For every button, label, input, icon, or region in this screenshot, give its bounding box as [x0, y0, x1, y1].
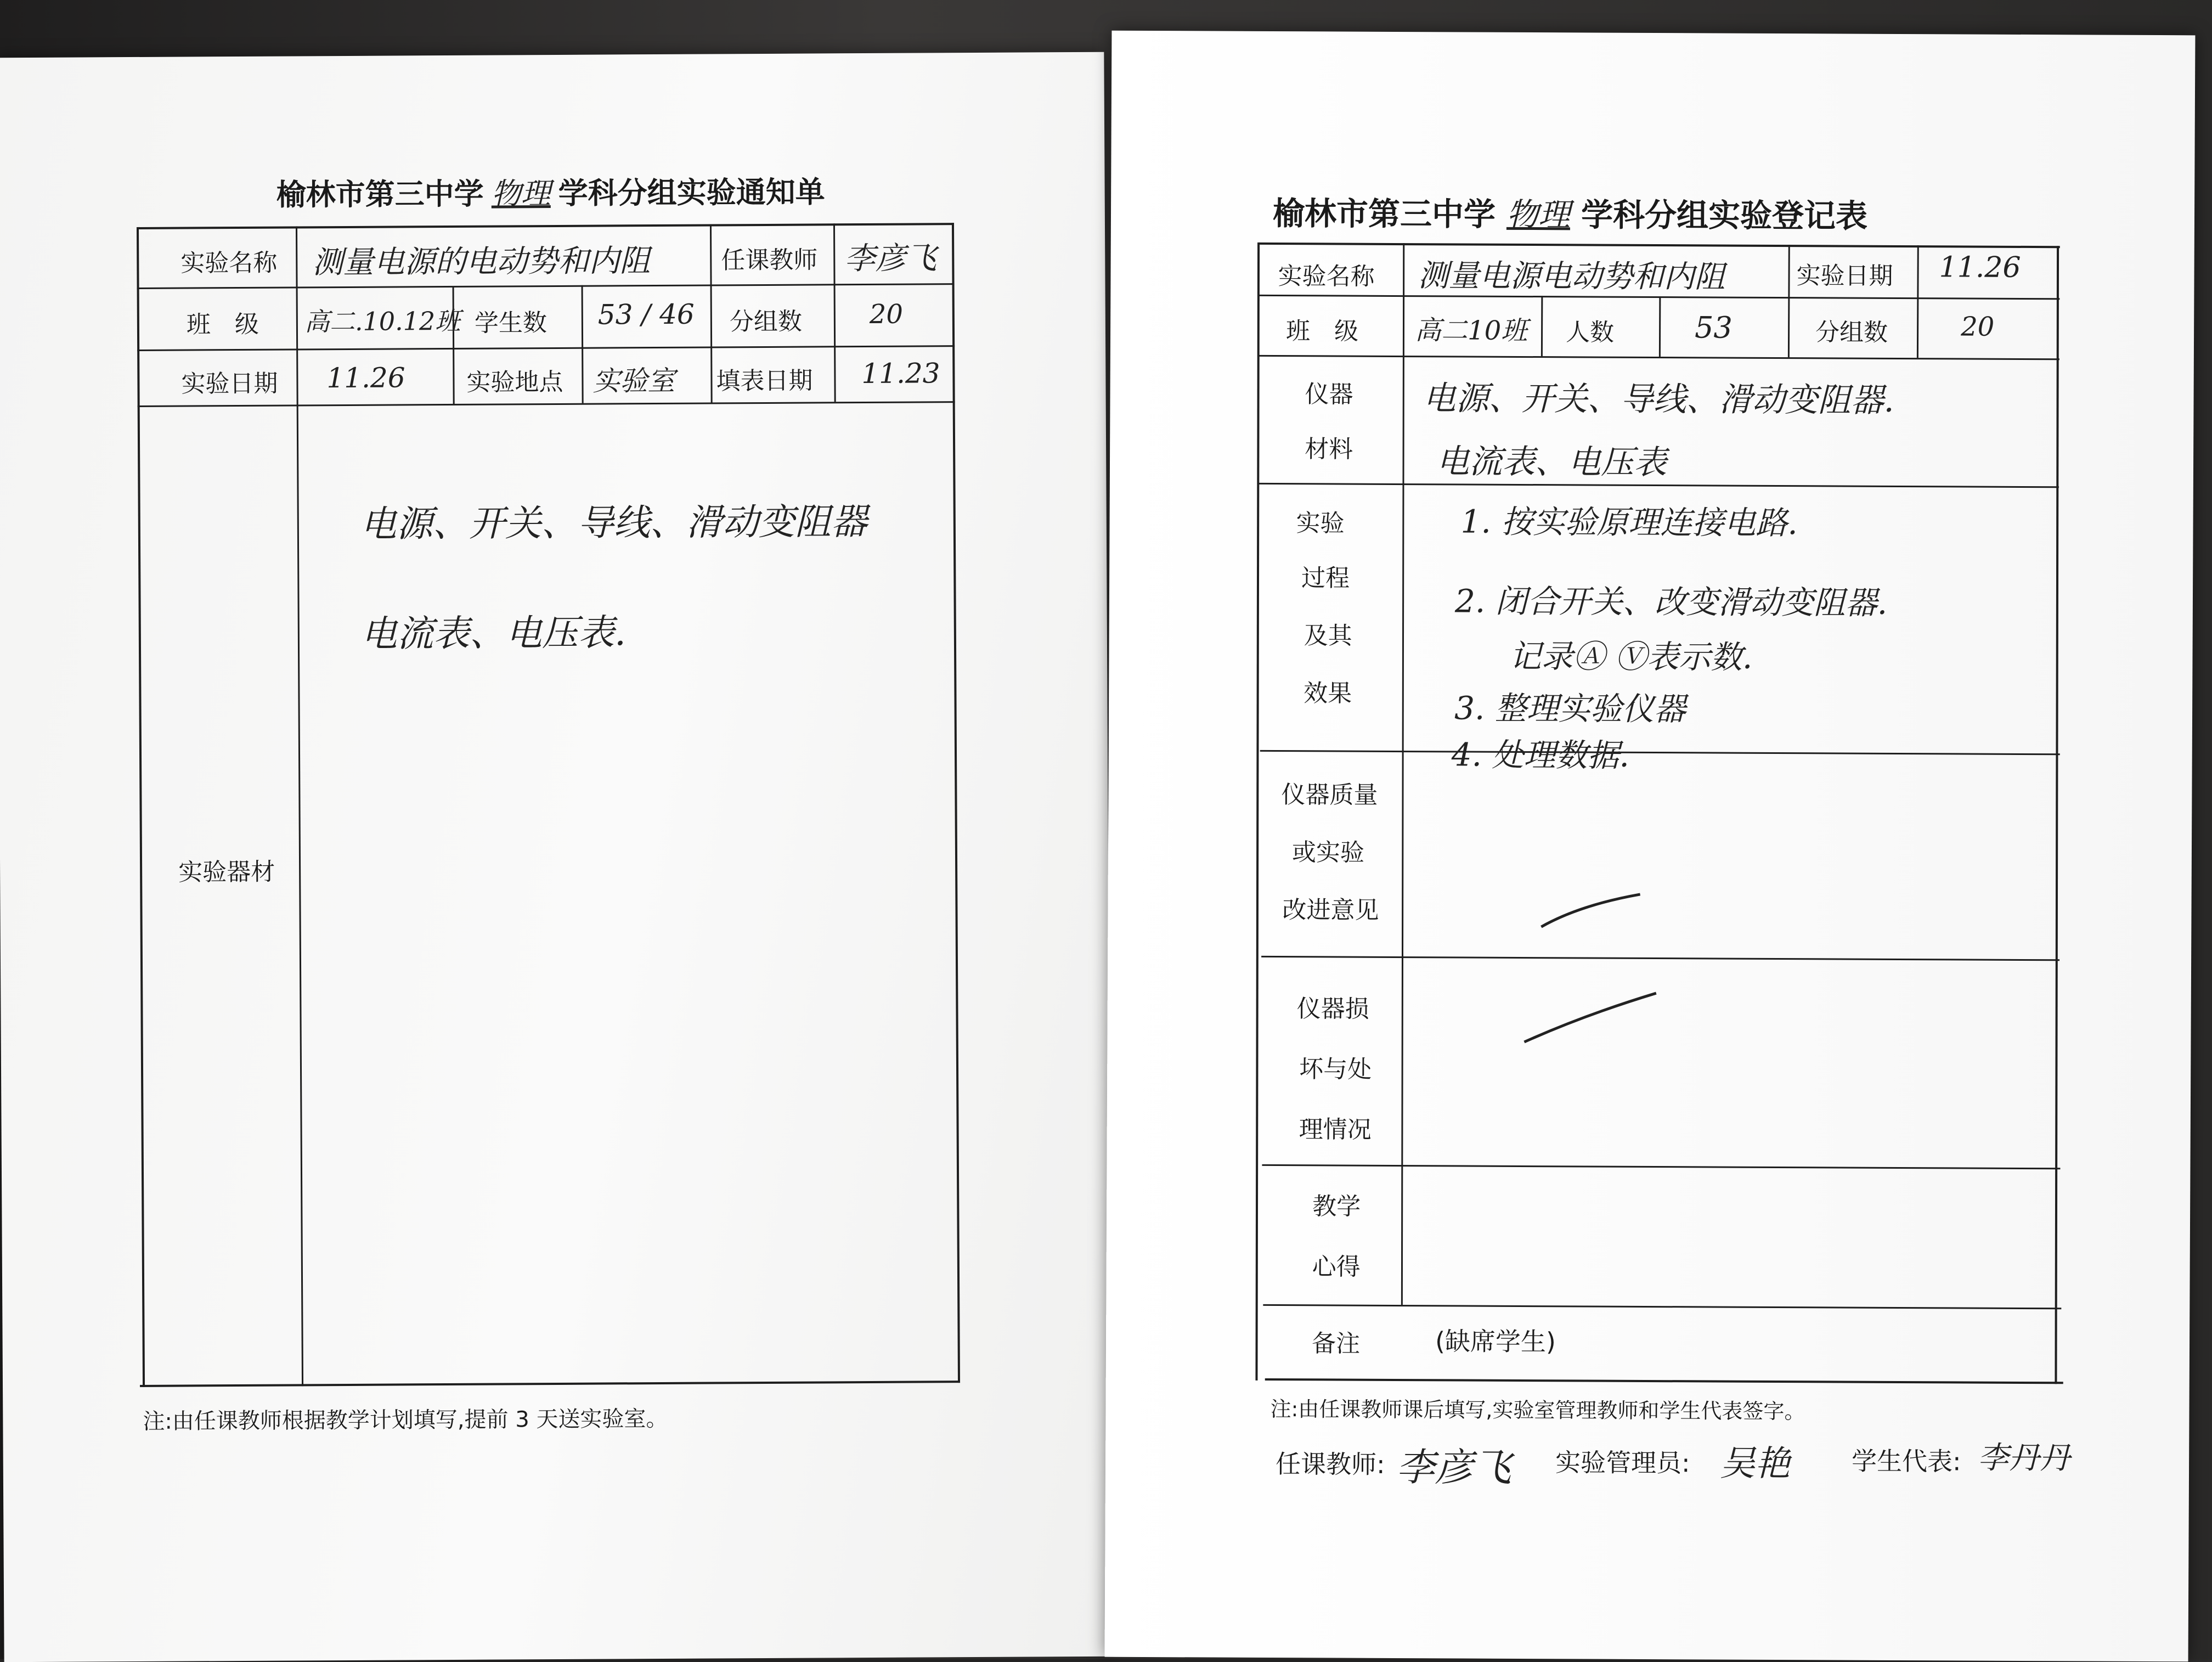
notice-title-subject: 物理: [491, 176, 551, 211]
register-title-subject: 物理: [1506, 195, 1571, 234]
register-label-quality-1: 仪器质量: [1281, 781, 1378, 809]
register-step-2b: 记录Ⓐ Ⓥ表示数.: [1509, 637, 1753, 676]
register-label-materials-1: 仪器: [1305, 380, 1353, 409]
notice-label-students: 学生数: [474, 309, 548, 337]
signature-teacher: 李彦飞: [1396, 1444, 1512, 1490]
register-step-2: 2. 闭合开关、改变滑动变阻器.: [1454, 582, 1888, 622]
register-materials-line2: 电流表、电压表: [1436, 442, 1667, 482]
register-label-damage-3: 理情况: [1299, 1115, 1372, 1144]
notice-title-prefix: 榆林市第三中学: [276, 176, 484, 212]
notice-label-equipment: 实验器材: [178, 858, 275, 887]
register-label-materials-2: 材料: [1305, 435, 1353, 464]
register-materials-line1: 电源、开关、导线、滑动变阻器.: [1423, 379, 1894, 420]
notice-label-place: 实验地点: [466, 368, 563, 397]
register-label-class: 班 级: [1285, 317, 1359, 346]
register-step-4: 4. 处理数据.: [1451, 736, 1630, 774]
register-label-quality-3: 改进意见: [1282, 896, 1379, 925]
register-label-process-1: 实验: [1296, 509, 1345, 538]
notice-title: [276, 168, 825, 213]
signature-admin-label: 实验管理员:: [1555, 1447, 1690, 1478]
register-label-process-2: 过程: [1301, 564, 1350, 593]
register-label-damage-2: 坏与处: [1299, 1055, 1372, 1084]
damage-dash-mark: [1519, 987, 1661, 1048]
register-label-date: 实验日期: [1796, 262, 1893, 290]
register-label-remarks: 备注: [1311, 1329, 1361, 1358]
register-label-damage-1: 仪器损: [1296, 995, 1369, 1023]
notice-label-class: 班 级: [186, 310, 259, 339]
register-value-class: 高二10班: [1414, 315, 1528, 347]
notice-title-suffix: 学科分组实验通知单: [558, 174, 825, 211]
signature-student: 李丹丹: [1977, 1440, 2070, 1477]
register-value-name: 测量电源电动势和内阻: [1418, 258, 1725, 295]
register-value-remarks: (缺席学生): [1435, 1326, 1556, 1357]
register-label-process-3: 及其: [1304, 622, 1352, 650]
register-title-prefix: 榆林市第三中学: [1272, 194, 1496, 233]
notice-value-students: 53 / 46: [597, 298, 695, 331]
register-label-groups: 分组数: [1815, 318, 1888, 347]
notice-label-teacher: 任课教师: [721, 246, 818, 275]
register-step-1: 1. 按实验原理连接电路.: [1460, 503, 1798, 542]
notice-label-fill-date: 填表日期: [716, 367, 813, 396]
register-label-teaching-2: 心得: [1312, 1253, 1361, 1281]
notice-equipment-line1: 电源、开关、导线、滑动变阻器: [360, 500, 868, 545]
notice-value-teacher: 李彦飞: [844, 240, 937, 277]
register-label-count: 人数: [1565, 318, 1615, 347]
signature-student-label: 学生代表:: [1851, 1446, 1961, 1477]
notice-label-name: 实验名称: [180, 249, 278, 278]
register-footnote: 注:由任课教师课后填写,实验室管理教师和学生代表签字。: [1270, 1396, 1805, 1424]
signature-admin: 吴艳: [1719, 1443, 1791, 1485]
notice-value-name: 测量电源的电动势和内阻: [312, 243, 651, 281]
signature-teacher-label: 任课教师:: [1275, 1449, 1385, 1479]
notice-value-fill-date: 11.23: [861, 357, 940, 390]
register-value-date: 11.26: [1939, 251, 2021, 284]
register-value-count: 53: [1694, 310, 1733, 345]
register-label-process-4: 效果: [1304, 679, 1352, 708]
notice-footnote: 注:由任课教师根据教学计划填写,提前 3 天送实验室。: [143, 1406, 668, 1434]
notice-label-date: 实验日期: [181, 369, 278, 398]
notice-value-class: 高二.10.12班: [304, 306, 461, 337]
notice-value-groups: 20: [869, 298, 904, 330]
notice-equipment-line2: 电流表、电压表.: [360, 611, 627, 655]
register-label-teaching-1: 教学: [1312, 1192, 1361, 1221]
register-value-groups: 20: [1961, 311, 1995, 342]
notice-label-groups: 分组数: [729, 307, 803, 336]
register-label-quality-2: 或实验: [1291, 838, 1365, 867]
register-label-name: 实验名称: [1278, 262, 1375, 291]
notice-value-date: 11.26: [326, 362, 405, 395]
notice-value-place: 实验室: [592, 364, 675, 397]
register-title-suffix: 学科分组实验登记表: [1581, 196, 1868, 235]
notice-sheet: [0, 52, 1113, 1662]
quality-dash-mark: [1536, 888, 1645, 933]
register-title: [1273, 188, 1867, 236]
register-step-3: 3. 整理实验仪器: [1454, 689, 1686, 728]
register-sheet: [1105, 31, 2196, 1662]
